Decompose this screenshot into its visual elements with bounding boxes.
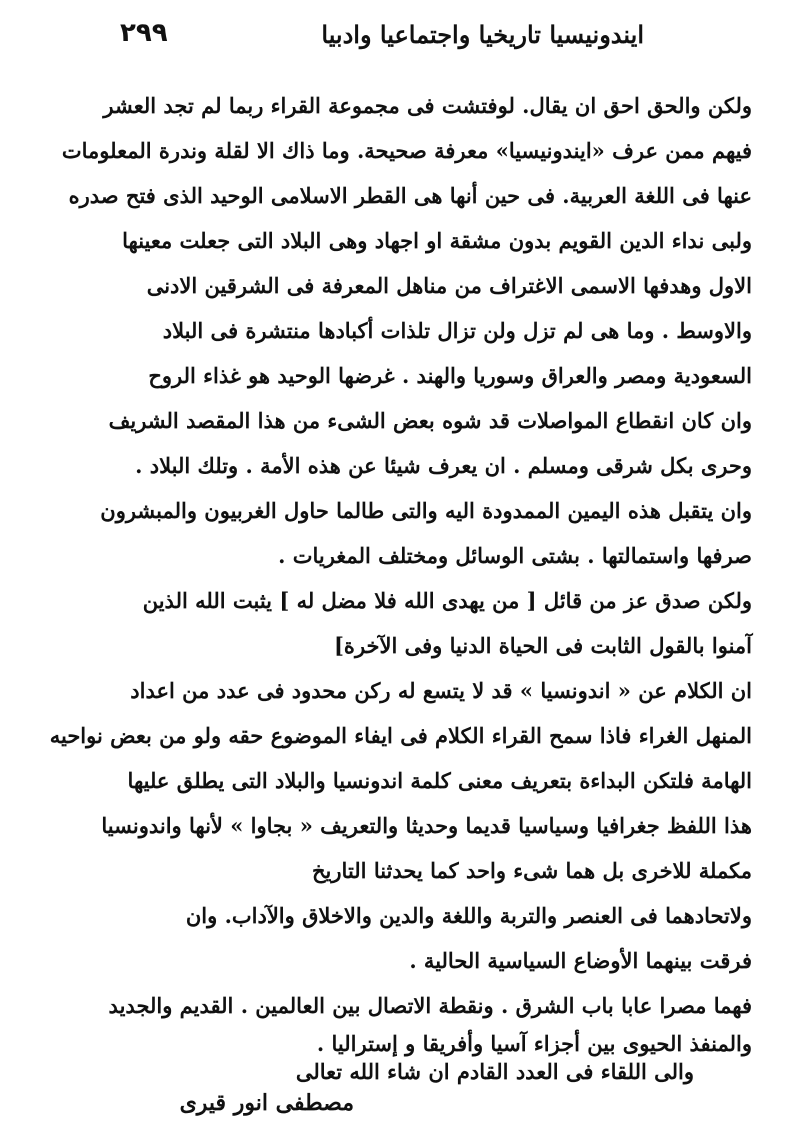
text-line: والمنفذ الحيوى بين أجزاء آسيا وأفريقا و إستراليا . (316, 1031, 752, 1056)
text-line: مكملة للاخرى بل هما شىء واحد كما يحدثنا التاريخ (312, 858, 752, 883)
text-line: ان الكلام عن « اندونسيا » قد لا يتسع له ركن محدود فى عدد من اعداد (130, 678, 752, 703)
running-title: ايندونيسيا تاريخيا واجتماعيا وادبيا (321, 20, 644, 49)
text-line: وان كان انقطاع المواصلات قد شوه بعض الشىء من هذا المقصد الشريف (108, 408, 752, 433)
text-line: الهامة فلتكن البداءة بتعريف معنى كلمة اندونسيا والبلاد التى يطلق عليها (127, 768, 752, 793)
text-line: ولاتحادهما فى العنصر والتربة واللغة والدين والاخلاق والآداب. وان (185, 903, 752, 928)
text-line: ولكن صدق عز من قائل [ من يهدى الله فلا مضل له ] يثبت الله الذين (142, 588, 752, 613)
text-line: آمنوا بالقول الثابت فى الحياة الدنيا وفى الآخرة] (334, 633, 752, 658)
text-line: وحرى بكل شرقى ومسلم . ان يعرف شيئا عن هذه الأمة . وتلك البلاد . (135, 453, 752, 478)
text-line: المنهل الغراء فاذا سمح القراء الكلام فى ايفاء الموضوع حقه ولو من بعض نواحيه (49, 723, 752, 748)
text-line: الاول وهدفها الاسمى الاغتراف من مناهل المعرفة فى الشرقين الادنى (146, 273, 752, 298)
text-line: والى اللقاء فى العدد القادم ان شاء الله تعالى (295, 1059, 694, 1084)
text-line: السعودية ومصر والعراق وسوريا والهند . غرضها الوحيد هو غذاء الروح (148, 363, 752, 388)
text-line: عنها فى اللغة العربية. فى حين أنها هى القطر الاسلامى الوحيد الذى فتح صدره (68, 183, 752, 208)
page-number: ٢٩٩ (120, 18, 168, 48)
text-line: هذا اللفظ جغرافيا وسياسيا قديما وحديثا والتعريف « بجاوا » لأنها واندونسيا (101, 813, 752, 838)
text-line: فرقت بينهما الأوضاع السياسية الحالية . (409, 948, 752, 973)
text-line: ولكن والحق احق ان يقال. لوفتشت فى مجموعة القراء ربما لم تجد العشر (103, 93, 752, 118)
text-line: فهما مصرا عابا باب الشرق . ونقطة الاتصال بين العالمين . القديم والجديد (108, 993, 752, 1018)
page-header (120, 18, 644, 58)
text-line: صرفها واستمالتها . بشتى الوسائل ومختلف المغريات . (278, 543, 752, 568)
text-line: ولبى نداء الدين القويم بدون مشقة او اجهاد وهى البلاد التى جعلت معينها (122, 228, 752, 253)
text-line: فيهم ممن عرف «ايندونيسيا» معرفة صحيحة. وما ذاك الا لقلة وندرة المعلومات (61, 138, 752, 163)
author-signature: مصطفى انور قيرى (179, 1090, 354, 1116)
text-line: والاوسط . وما هى لم تزل ولن تزال تلذات أكبادها منتشرة فى البلاد (162, 318, 752, 343)
text-line: وان يتقبل هذه اليمين الممدودة اليه والتى طالما حاول الغربيون والمبشرون (100, 498, 752, 523)
